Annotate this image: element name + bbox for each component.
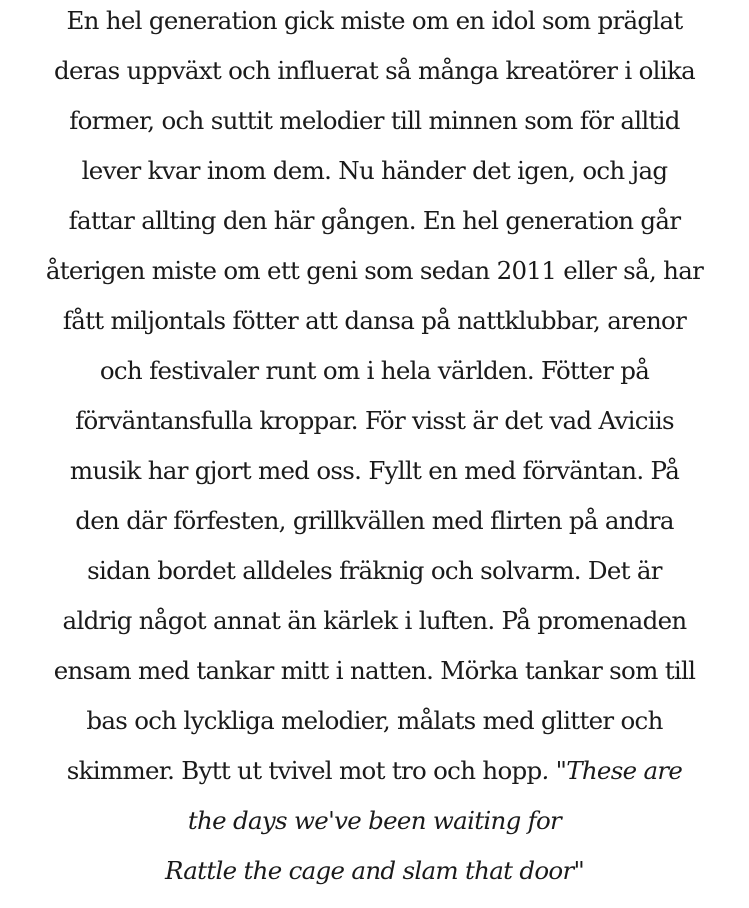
paragraph-line-mixed	[10, 746, 739, 796]
paragraph-line: former, och suttit melodier till minnen som för alltid	[69, 106, 680, 135]
paragraph-line: sidan bordet alldeles fräknig och solvarm. Det är	[87, 556, 662, 585]
paragraph-line: aldrig något annat än kärlek i luften. På promenaden	[62, 606, 687, 635]
paragraph-line: förväntansfulla kroppar. För visst är det vad Aviciis	[75, 406, 674, 435]
quote-line: Rattle the cage and slam that door"	[164, 856, 585, 885]
paragraph-line: och festivaler runt om i hela världen. Fötter på	[99, 356, 650, 385]
paragraph-line: återigen miste om ett geni som sedan 2011 eller så, har	[45, 256, 704, 285]
paragraph-line: fått miljontals fötter att dansa på nattklubbar, arenor	[62, 306, 687, 335]
paragraph-text-plain: skimmer. Bytt ut tvivel mot tro och hopp	[66, 756, 542, 785]
paragraph-line: En hel generation gick miste om en idol som präglat	[66, 6, 683, 35]
paragraph-line: musik har gjort med oss. Fyllt en med förväntan. På	[69, 456, 680, 485]
paragraph-line: deras uppväxt och influerat så många kreatörer i olika	[53, 56, 696, 85]
paragraph-line: fattar allting den här gången. En hel generation går	[68, 206, 681, 235]
quote-line: the days we've been waiting for	[187, 806, 562, 835]
paragraph-line: lever kvar inom dem. Nu händer det igen, och jag	[81, 156, 668, 185]
quote-start: . "These are	[541, 756, 683, 785]
paragraph-line: ensam med tankar mitt i natten. Mörka tankar som till	[53, 656, 696, 685]
paragraph-line: den där förfesten, grillkvällen med flirten på andra	[75, 506, 674, 535]
paragraph-line: bas och lyckliga melodier, målats med glitter och	[86, 706, 663, 735]
